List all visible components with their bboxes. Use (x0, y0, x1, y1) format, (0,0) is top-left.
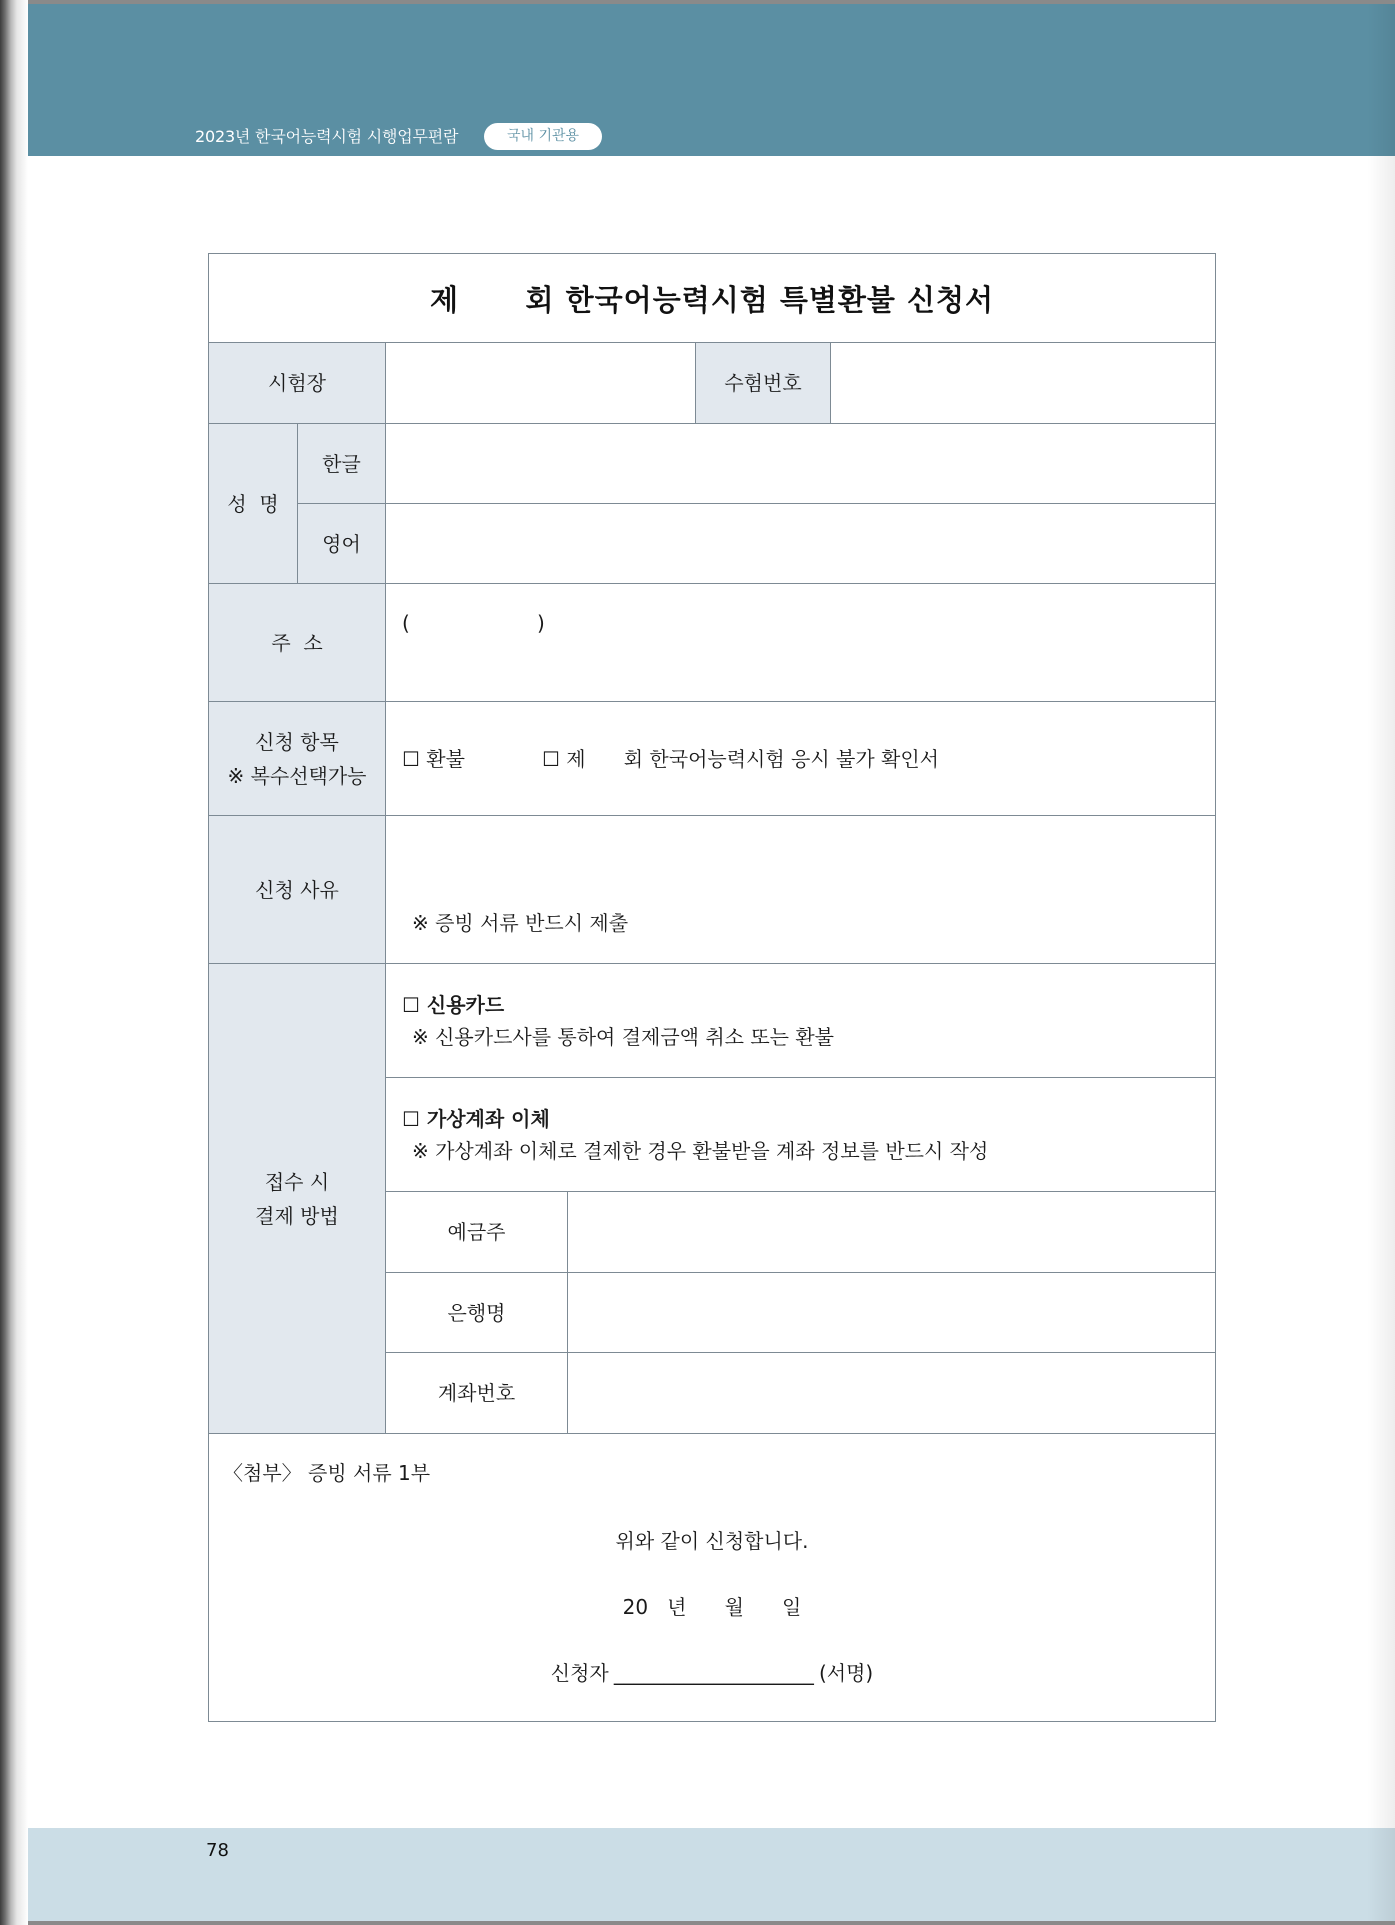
request-option-certificate[interactable]: ☐ 제 회 한국어능력시험 응시 불가 확인서 (542, 747, 939, 771)
credit-card-checkbox[interactable]: ☐ 신용카드 (402, 993, 505, 1017)
virtual-account-note: ※ 가상계좌 이체로 결제한 경우 환불받을 계좌 정보를 반드시 작성 (412, 1139, 989, 1163)
credit-card-note: ※ 신용카드사를 통하여 결제금액 취소 또는 환불 (412, 1025, 834, 1049)
page-number: 78 (206, 1840, 229, 1861)
request-item-label: 신청 항목 (255, 729, 339, 754)
payment-label-line2: 결제 방법 (255, 1203, 339, 1228)
exam-number-field[interactable] (831, 343, 1215, 424)
credit-card-option-cell (386, 964, 1215, 1078)
exam-number-label-cell (696, 343, 831, 424)
virtual-account-checkbox[interactable]: ☐ 가상계좌 이체 (402, 1107, 550, 1131)
applicant-label: 신청자 (550, 1661, 609, 1685)
payment-method-label-cell (209, 964, 386, 1434)
request-item-label-cell (209, 702, 386, 816)
address-label: 주 소 (271, 630, 323, 655)
form-title: 제 회 한국어능력시험 특별환불 신청서 (429, 282, 995, 317)
form-title-cell (209, 254, 1215, 343)
signature-hint: (서명) (818, 1661, 874, 1685)
account-number-field[interactable] (568, 1353, 1215, 1434)
header-badge: 국내 기관용 (484, 123, 602, 150)
declaration-section (209, 1434, 1215, 1721)
address-postcode: ( ) (402, 611, 545, 635)
document-page (28, 4, 1395, 1921)
name-label: 성 명 (227, 491, 279, 516)
signature-line[interactable]: ____________________ (613, 1661, 814, 1685)
payment-label-line1: 접수 시 (264, 1169, 330, 1194)
name-label-cell (209, 424, 298, 584)
request-reason-note: ※ 증빙 서류 반드시 제출 (412, 911, 629, 935)
bank-name-label-cell (386, 1273, 568, 1353)
signature-line-row (209, 1656, 1215, 1690)
name-korean-field[interactable] (386, 424, 1215, 504)
date-line[interactable]: 20 년 월 일 (622, 1595, 802, 1619)
request-item-note: ※ 복수선택가능 (227, 763, 367, 788)
exam-site-label: 시험장 (268, 371, 326, 395)
name-english-field[interactable] (386, 504, 1215, 584)
virtual-account-option-cell (386, 1078, 1215, 1192)
footer-band (28, 1828, 1395, 1921)
address-field[interactable] (386, 584, 1215, 702)
name-korean-label: 한글 (322, 451, 361, 476)
name-english-label: 영어 (322, 531, 361, 556)
name-korean-label-cell (298, 424, 386, 504)
name-english-label-cell (298, 504, 386, 584)
request-reason-field[interactable] (386, 816, 1215, 964)
exam-site-field[interactable] (386, 343, 696, 424)
book-spine (0, 0, 28, 1925)
refund-application-form (208, 253, 1216, 1722)
depositor-field[interactable] (568, 1192, 1215, 1273)
account-number-label-cell (386, 1353, 568, 1434)
request-option-refund[interactable]: ☐ 환불 (402, 747, 465, 771)
request-item-field (386, 702, 1215, 816)
page-edge-shadow (1367, 4, 1395, 1921)
declaration-statement: 위와 같이 신청합니다. (615, 1529, 809, 1553)
exam-site-label-cell (209, 343, 386, 424)
address-label-cell (209, 584, 386, 702)
depositor-label: 예금주 (447, 1220, 506, 1244)
bank-name-field[interactable] (568, 1273, 1215, 1353)
exam-number-label: 수험번호 (724, 371, 802, 395)
header-title: 2023년 한국어능력시험 시행업무편람 (195, 127, 459, 146)
account-number-label: 계좌번호 (437, 1381, 516, 1405)
attachment-note: 〈첨부〉 증빙 서류 1부 (223, 1461, 431, 1485)
request-reason-label-cell (209, 816, 386, 964)
request-reason-label: 신청 사유 (255, 877, 339, 902)
depositor-label-cell (386, 1192, 568, 1273)
bank-name-label: 은행명 (447, 1300, 506, 1325)
